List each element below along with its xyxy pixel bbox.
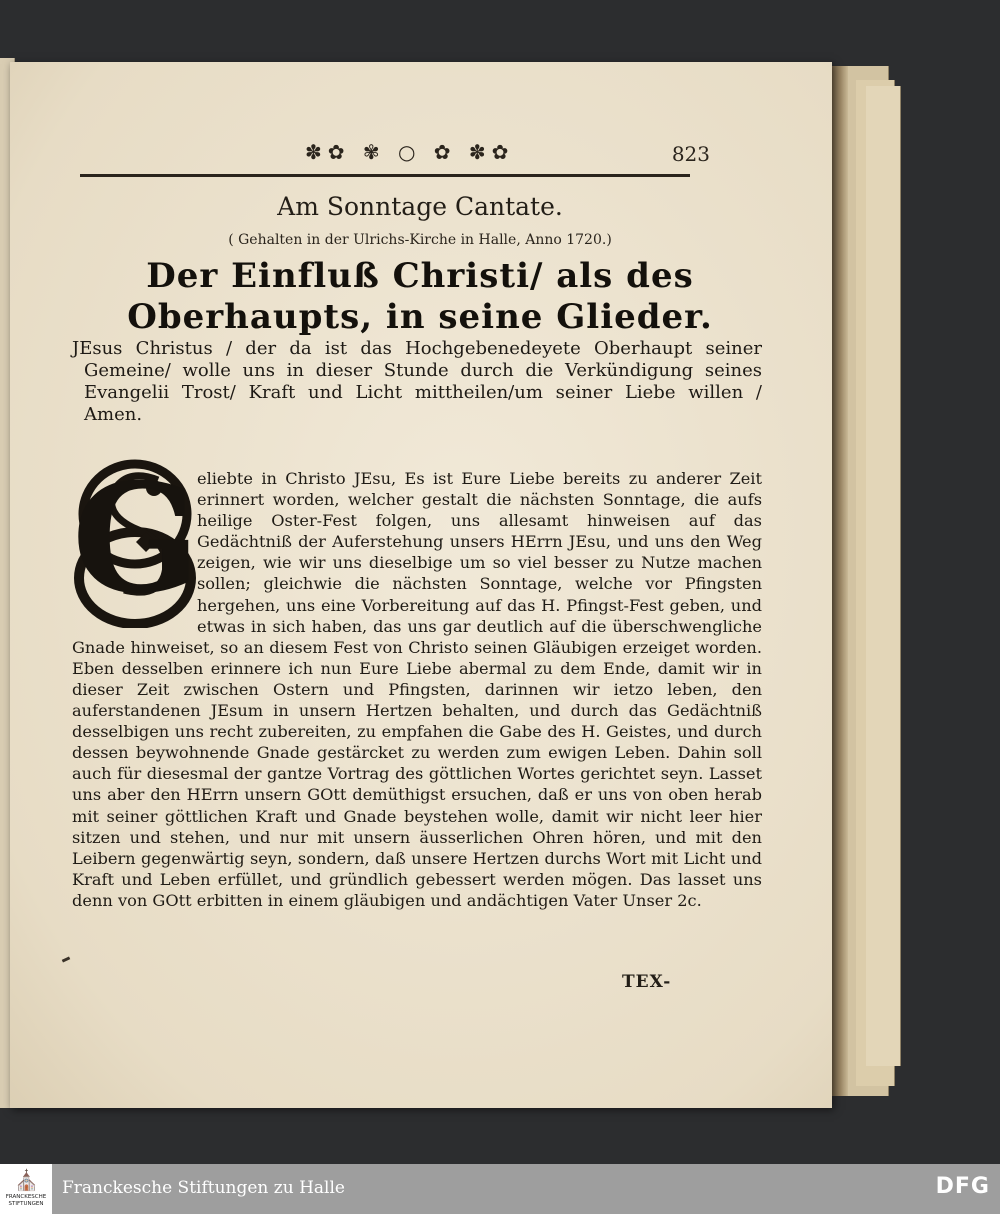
- book-page: [10, 62, 832, 1108]
- footer-bar: [0, 1164, 1000, 1214]
- sermon-body: [72, 468, 762, 911]
- page-edge-layer: [866, 86, 901, 1066]
- running-head: [80, 138, 720, 168]
- orphanage-logo-icon: ⛪: [14, 1168, 39, 1192]
- header-ornament: ✽✿ ✾ ○ ✿ ✽✿: [305, 140, 515, 164]
- drop-cap-spacer: [72, 468, 197, 636]
- body-paragraph: eliebte in Christo JEsu, Es ist Eure Liebe bereits zu anderer Zeit erinnert worden, welcher gestalt die nächsten Sonntage, die aufs heilige Oster-Fest folgen, uns allesamt hinweisen auf das Gedächtniß der Auferstehung unsers HErrn JEsu, und uns den Weg zeigen, wie wir uns dieselbige um so viel besser zu Nutze machen sollen; gleichwie die nächsten Sonntage, welche vor Pfingsten hergehen, uns eine Vorbereitung auf das H. Pfingst-Fest geben, und etwas in sich haben, das uns gar deutlich auf die überschwengliche Gnade hinweiset, so an diesem Fest von Christo seinen Gläubigen erzeiget worden. Eben desselben erinnere ich nun Eure Liebe abermal zu dem Ende, damit wir in dieser Zeit zwischen Ostern und Pfingsten, darinnen wir ietzo leben, den auferstandenen JEsum in unsern Hertzen behalten, und durch das Gedächtniß desselbigen uns recht zubereiten, zu empfahen die Gabe des H. Geistes, und durch dessen beywohnende Gnade gestärcket zu werden zum ewigen Leben. Dahin soll auch für diesesmal der gantze Vortrag des göttlichen Wortes gerichtet seyn. Lasset uns aber den HErrn unsern GOtt demüthigst ersuchen, daß er uns von oben herab mit seiner göttlichen Kraft und Gnade beystehen wolle, damit wir nicht leer hier sitzen und stehen, und nur mit unsern äusserlichen Ohren hören, und mit den Leibern gegenwärtig seyn, sondern, daß unsere Hertzen durchs Wort mit Licht und Kraft und Leben erfüllet, und gründlich gebessert werden mögen. Das lasset uns denn von GOtt erbitten in einem gläubigen und andächtigen Vater Unser 2c.: [72, 469, 762, 910]
- catchword: TEX-: [622, 972, 672, 992]
- sermon-title: Am Sonntage Cantate.: [277, 192, 563, 221]
- header-rule: [80, 174, 690, 177]
- logo-caption: FRANCKESCHE STIFTUNGEN: [5, 1194, 47, 1207]
- prayer-text: JEsus Christus / der da ist das Hochgebenedeyete Oberhaupt seiner Gemeine/ wolle uns in dieser Stunde durch die Verkündigung seines Evangelii Trost/ Kraft und Licht mittheilen/um seiner Liebe willen / Amen.: [72, 338, 762, 425]
- page-number: 823: [671, 142, 710, 166]
- sermon-headline: Der Einfluß Christi/ als des Oberhaupts, in seine Glieder.: [127, 256, 713, 337]
- drop-cap-letter: G: [72, 451, 201, 627]
- institution-name[interactable]: Franckesche Stiftungen zu Halle: [62, 1178, 345, 1198]
- sermon-subtitle: ( Gehalten in der Ulrichs-Kirche in Halle, Anno 1720.): [228, 232, 612, 248]
- institution-logo[interactable]: [0, 1164, 52, 1214]
- dfg-logo[interactable]: DFG: [935, 1174, 990, 1199]
- paper-speck: [62, 956, 71, 962]
- opening-prayer: [72, 338, 762, 426]
